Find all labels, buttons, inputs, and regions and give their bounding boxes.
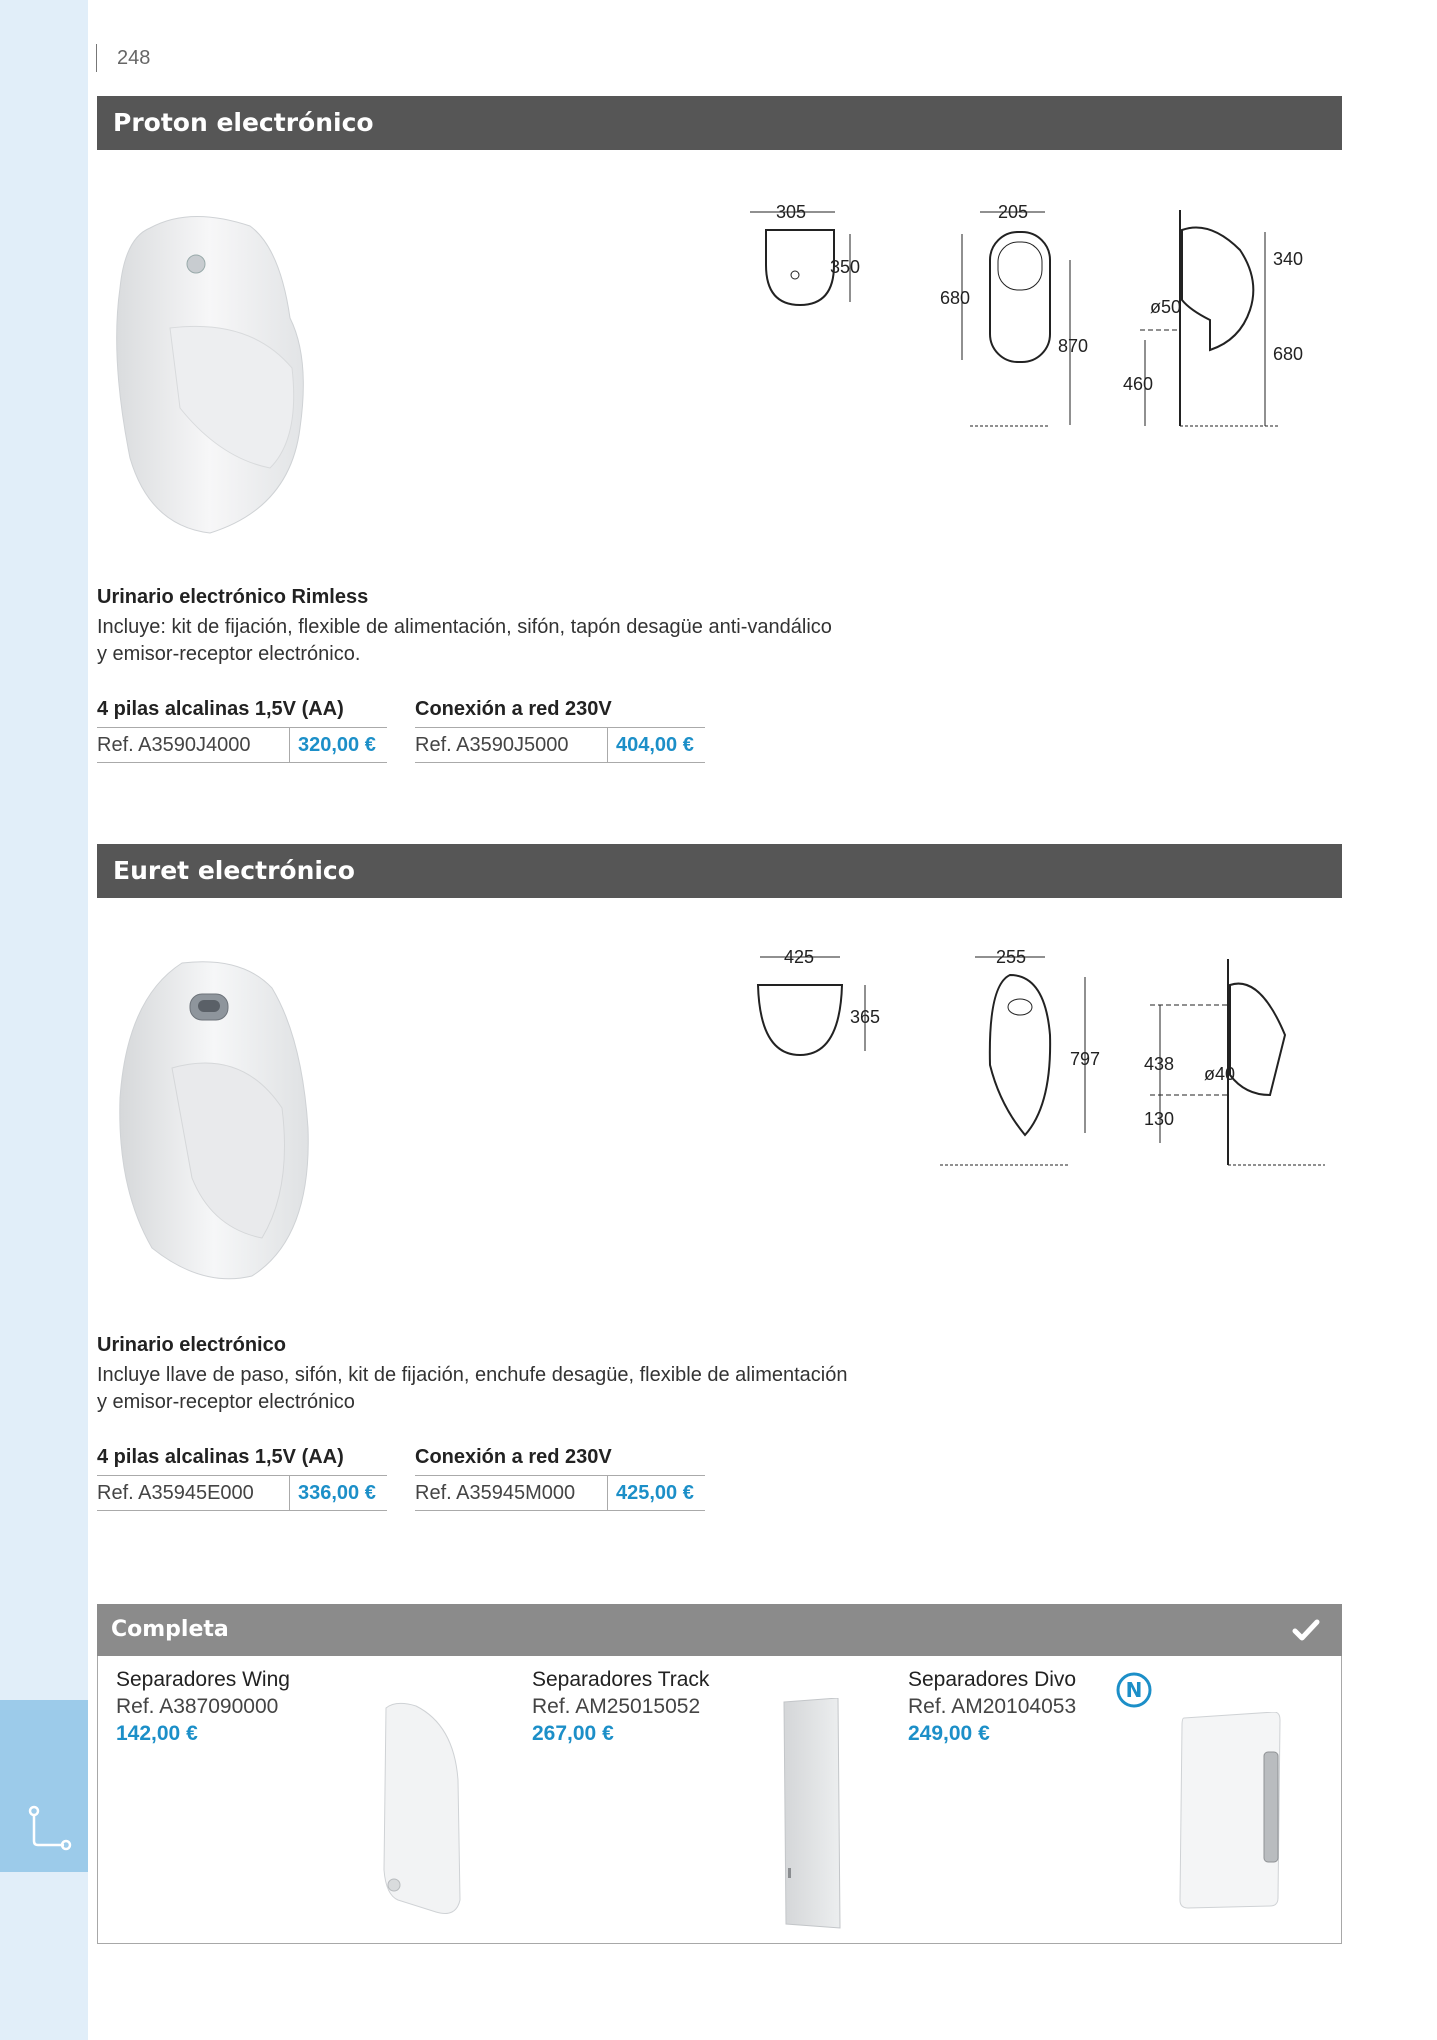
section-banner-proton [97,96,1342,150]
dim-height: 680 [940,288,971,308]
variant-row[interactable] [97,1476,387,1511]
divo-separator-photo [1176,1712,1288,1912]
complete-banner [97,1604,1342,1656]
variant-ref: Ref. A35945E000 [97,1476,290,1510]
variant-battery [97,1446,387,1511]
dim-depth: 365 [850,1007,881,1027]
section-title: Euret electrónico [113,856,355,885]
product-description [97,1362,917,1416]
variant-label: 4 pilas alcalinas 1,5V (AA) [97,1446,387,1476]
track-separator-photo [776,1698,846,1930]
complete-title: Completa [111,1617,229,1642]
variant-mains [415,1446,705,1511]
product-name: Urinario electrónico [97,1334,286,1356]
variant-ref: Ref. A35945M000 [415,1476,608,1510]
variant-price: 336,00 € [298,1482,376,1504]
dim-inlet: 205 [998,202,1029,222]
dim-outlet-dia: ø50 [1150,297,1182,317]
variant-ref: Ref. A3590J4000 [97,728,290,762]
dim-height: 797 [1070,1049,1101,1069]
variant-label: 4 pilas alcalinas 1,5V (AA) [97,698,387,728]
euret-technical-drawing [740,945,1340,1195]
dim-mount-height: 870 [1058,336,1089,356]
description-line: y emisor-receptor electrónico [97,1391,355,1413]
grab-bar-icon [26,1805,72,1851]
variant-label: Conexión a red 230V [415,1446,705,1476]
dim-drain-height: 130 [1144,1109,1175,1129]
dim-width: 305 [776,202,807,222]
dim-side-depth: 340 [1273,249,1304,269]
variant-row[interactable] [415,728,705,763]
accessory-item[interactable] [908,1668,1076,1746]
dim-inlet: 255 [996,947,1027,967]
dim-mount-height: 438 [1144,1054,1175,1074]
wing-separator-photo [376,1700,466,1922]
accessory-name: Separadores Track [532,1668,710,1691]
dim-width: 425 [784,947,815,967]
accessory-ref: Ref. AM25015052 [532,1695,701,1718]
variant-label: Conexión a red 230V [415,698,705,728]
accessory-name: Separadores Wing [116,1668,290,1691]
dim-side-height: 680 [1273,344,1304,364]
description-line: Incluye: kit de fijación, flexible de alimentación, sifón, tapón desagüe anti-vandálico [97,616,832,638]
checkmark-icon [1292,1616,1320,1644]
page-number: 248 [96,44,150,72]
new-badge-text: N [1125,1678,1143,1702]
accessory-ref: Ref. A387090000 [116,1695,279,1718]
variant-row[interactable] [97,728,387,763]
proton-technical-drawing [740,200,1340,440]
variant-price: 425,00 € [616,1482,694,1504]
section-banner-euret [97,844,1342,898]
dim-depth: 350 [830,257,861,277]
variant-row[interactable] [415,1476,705,1511]
dim-drain-height: 460 [1123,374,1154,394]
product-name: Urinario electrónico Rimless [97,586,369,608]
variant-price: 404,00 € [616,734,694,756]
new-badge-icon [1116,1672,1152,1708]
accessory-name: Separadores Divo [908,1668,1077,1691]
variant-battery [97,698,387,763]
description-line: y emisor-receptor electrónico. [97,643,361,665]
variant-mains [415,698,705,763]
description-line: Incluye llave de paso, sifón, kit de fijación, enchufe desagüe, flexible de alimentación [97,1364,848,1386]
section-title: Proton electrónico [113,108,374,137]
accessory-price: 142,00 € [116,1722,198,1745]
variant-ref: Ref. A3590J5000 [415,728,608,762]
accessory-item[interactable] [116,1668,290,1746]
accessory-price: 267,00 € [532,1722,614,1745]
accessory-price: 249,00 € [908,1722,990,1745]
proton-urinal-photo [110,208,310,538]
product-description [97,614,917,668]
variant-price: 320,00 € [298,734,376,756]
accessory-item[interactable] [532,1668,709,1746]
accessory-ref: Ref. AM20104053 [908,1695,1077,1718]
euret-urinal-photo [112,958,312,1284]
dim-outlet-dia: ø40 [1204,1064,1236,1084]
